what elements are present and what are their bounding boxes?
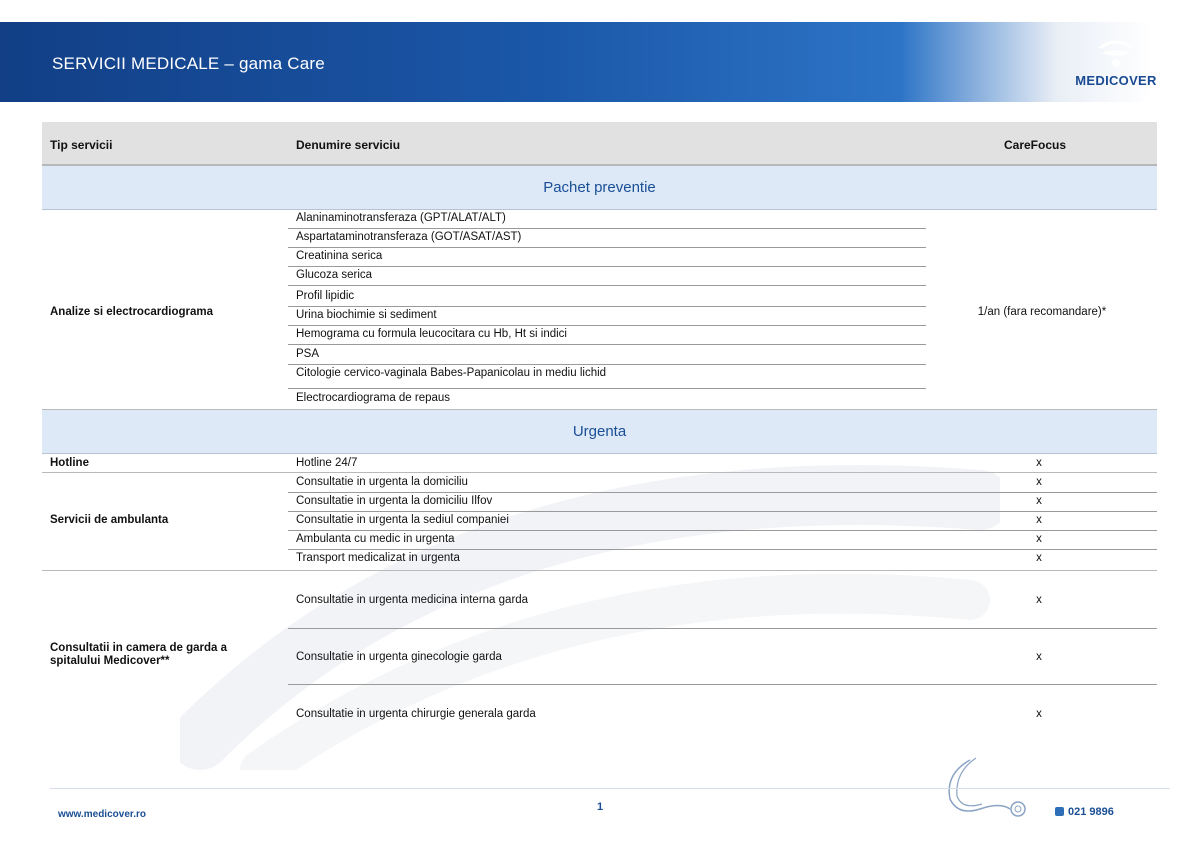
row-divider xyxy=(288,492,1157,493)
plan-value: x xyxy=(1036,495,1042,507)
service-name: Hotline 24/7 xyxy=(296,457,358,469)
service-name: Hemograma cu formula leucocitara cu Hb, Ht si indici xyxy=(296,328,567,340)
service-name: Electrocardiograma de repaus xyxy=(296,392,451,404)
row-divider xyxy=(288,530,1157,531)
service-name: Consultatie in urgenta la domiciliu Ilfov xyxy=(296,495,493,507)
service-name: Urina biochimie si sediment xyxy=(296,309,437,321)
section-title: Pachet preventie xyxy=(543,179,656,196)
service-name: Transport medicalizat in urgenta xyxy=(296,552,460,564)
row-divider xyxy=(288,266,926,267)
row-divider xyxy=(288,344,926,345)
plan-value: x xyxy=(1036,594,1042,606)
column-header-plan: CareFocus xyxy=(1004,138,1067,152)
logo-text: MEDICOVER xyxy=(1075,73,1157,88)
service-name: Ambulanta cu medic in urgenta xyxy=(296,533,455,545)
page-number: 1 xyxy=(597,801,604,813)
service-type-label: Servicii de ambulanta xyxy=(50,514,169,526)
medicover-logo xyxy=(1066,36,1166,92)
plan-value: x xyxy=(1036,708,1042,720)
plan-value: x xyxy=(1036,457,1042,469)
section-header-emergency xyxy=(42,410,1157,454)
services-table xyxy=(42,122,1157,741)
service-name: Consultatie in urgenta ginecologie garda xyxy=(296,651,502,663)
row-divider xyxy=(288,364,926,365)
group-hotline xyxy=(42,454,1157,473)
row-divider xyxy=(288,285,926,286)
row-divider xyxy=(288,388,926,389)
row-divider xyxy=(288,228,926,229)
service-name: Consultatie in urgenta la sediul companiei xyxy=(296,514,509,526)
row-divider xyxy=(288,511,1157,512)
section-title: Urgenta xyxy=(572,423,627,440)
column-header-name: Denumire serviciu xyxy=(296,138,401,152)
row-divider xyxy=(288,306,926,307)
section-header-prevention xyxy=(42,166,1157,210)
service-type-label: Consultatii in camera de garda a spitalului Medicover** xyxy=(50,642,228,667)
row-divider xyxy=(288,247,926,248)
column-header-type: Tip servicii xyxy=(50,138,113,152)
row-divider xyxy=(288,325,926,326)
row-divider xyxy=(288,549,1157,550)
group-ambulance xyxy=(42,473,1157,571)
row-divider xyxy=(288,628,1157,629)
table-header xyxy=(42,122,1157,166)
plan-value: 1/an (fara recomandare)* xyxy=(977,306,1107,318)
service-name: Citologie cervico-vaginala Babes-Papanicolau in mediu lichid xyxy=(296,367,607,379)
service-name: Glucoza serica xyxy=(296,269,373,281)
stethoscope-icon xyxy=(940,754,1035,824)
plan-value: x xyxy=(1036,533,1042,545)
footer-website-link[interactable]: www.medicover.ro xyxy=(58,809,146,820)
service-name: PSA xyxy=(296,348,320,360)
medicover-logo-icon xyxy=(1096,36,1136,70)
phone-number: 021 9896 xyxy=(1068,806,1114,818)
phone-icon xyxy=(1055,807,1064,816)
footer-phone xyxy=(1055,806,1114,818)
service-name: Consultatie in urgenta chirurgie generala garda xyxy=(296,708,536,720)
row-divider xyxy=(288,684,1157,685)
service-type-label: Hotline xyxy=(50,457,89,469)
service-name: Consultatie in urgenta la domiciliu xyxy=(296,476,468,488)
footer-divider xyxy=(50,788,1170,789)
service-name: Consultatie in urgenta medicina interna garda xyxy=(296,594,529,606)
plan-value: x xyxy=(1036,552,1042,564)
service-type-label: Analize si electrocardiograma xyxy=(50,306,213,318)
plan-value: x xyxy=(1036,514,1042,526)
service-name: Alaninaminotransferaza (GPT/ALAT/ALT) xyxy=(296,212,506,224)
group-er-consultations xyxy=(42,571,1157,741)
header-banner xyxy=(0,22,1200,102)
page-title: SERVICII MEDICALE – gama Care xyxy=(52,54,325,73)
group-analyses xyxy=(42,210,1157,410)
service-name: Creatinina serica xyxy=(296,250,383,262)
service-name: Aspartataminotransferaza (GOT/ASAT/AST) xyxy=(296,231,522,243)
plan-value: x xyxy=(1036,476,1042,488)
service-name: Profil lipidic xyxy=(296,290,355,302)
plan-value: x xyxy=(1036,651,1042,663)
